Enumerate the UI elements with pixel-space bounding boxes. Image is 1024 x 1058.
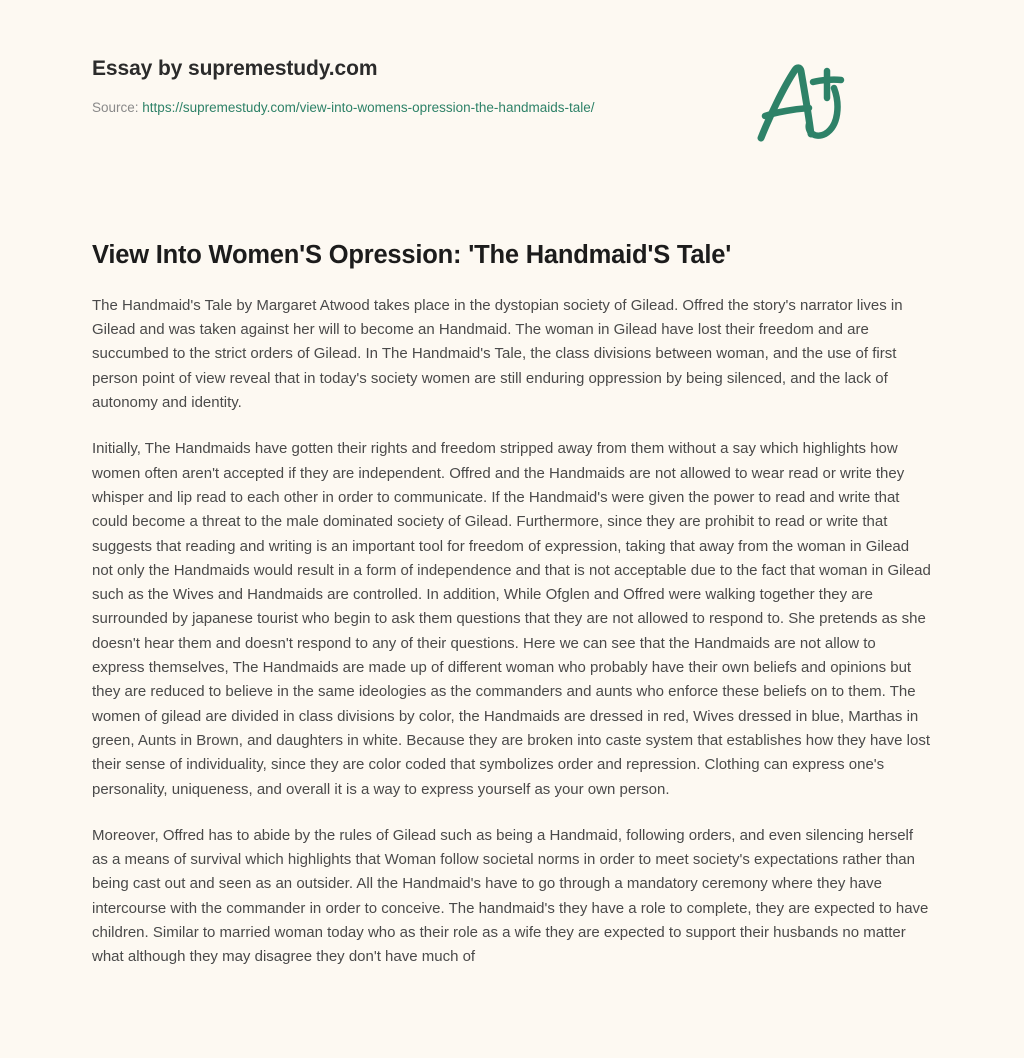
page-header [92, 0, 932, 140]
a-plus-logo-icon [739, 46, 859, 166]
paragraph: The Handmaid's Tale by Margaret Atwood takes place in the dystopian society of Gilead. Offred the story's narrator lives in Gilead and was taken against her will to become an Handmaid. The woman in Gilead have lost their freedom and are succumbed to the strict orders of Gilead. In The Handmaid's Tale, the class divisions between woman, and the use of first person point of view reveal that in today's society women are still enduring oppression by being silenced, and the lack of autonomy and identity. [92, 296, 903, 412]
source-label: Source: [92, 100, 139, 116]
source-url-link[interactable]: https://supremestudy.com/view-into-womens-opression-the-handmaids-tale/ [142, 100, 595, 116]
paragraph: Initially, The Handmaids have gotten their rights and freedom stripped away from them without a say which highlights how women often aren't accepted if they are independent. Offred and the Handmaids are not allowed to wear read or write they whisper and lip read to each other in order to communicate. If the Handmaid's were given the power to read and write that could become a threat to the male dominated society of Gilead. Furthermore, since they are prohibit to read or write that suggests that reading and writing is an important tool for freedom of expression, taking that away from the woman in Gilead not only the Handmaids would result in a form of independence and that is not acceptable due to the fact that woman in Gilead such as the Wives and Handmaids are controlled. In addition, While Ofglen and Offred were walking together they are surrounded by japanese tourist who begin to ask them questions that they are not allowed to respond to. She pretends as she doesn't hear them and doesn't respond to any of their questions. Here we can see that the Handmaids are not allow to express themselves, The Handmaids are made up of different woman who probably have their own beliefs and opinions but they are reduced to believe in the same ideologies as the commanders and aunts who enforce these beliefs on to them. The women of gilead are divided in class divisions by color, the Handmaids are dressed in red, Wives dressed in blue, Marthas in green, Aunts in Brown, and daughters in white. Because they are broken into caste system that establishes how they have lost their sense of individuality, since they are color coded that symbolizes order and repression. Clothing can express one's personality, uniqueness, and overall it is a way to express yourself as your own person. [92, 440, 931, 798]
paragraph: Moreover, Offred has to abide by the rules of Gilead such as being a Handmaid, following orders, and even silencing herself as a means of survival which highlights that Woman follow societal norms in order to meet society's expectations rather than being cast out and seen as an outsider. All the Handmaid's have to go through a mandatory ceremony where they have intercourse with the commander in order to conceive. The handmaid's they have a role to complete, they are expected to have children. Similar to married woman today who as their role as a wife they are expected to support their husbands no matter what although they may disagree they don't have much of [92, 826, 929, 966]
article-body [92, 294, 932, 970]
page-title: View Into Women'S Opression: 'The Handmaid'S Tale' [92, 241, 732, 269]
brand-title: Essay by supremestudy.com [92, 57, 378, 80]
